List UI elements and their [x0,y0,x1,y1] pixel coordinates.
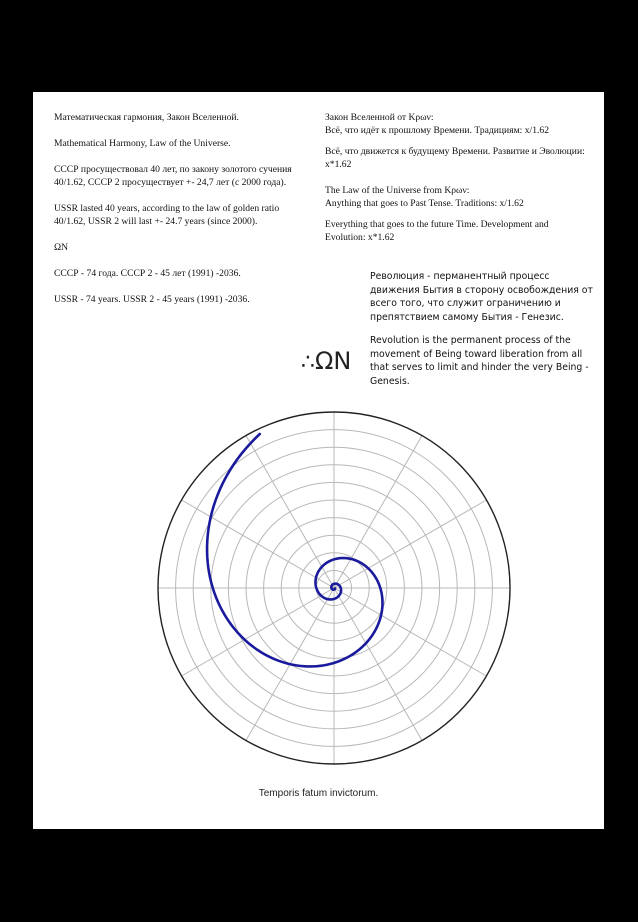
polar-spiral-diagram [156,410,512,766]
right-line-6: Everything that goes to the future Time. Development and Evolution: x*1.62 [325,219,549,243]
revolution-ru: Революция - перманентный процесс движения Бытия в сторону освобождения от всего того, что служит ограничению и препятствием самому Бытия - Генезис. [370,271,593,323]
right-line-4: The Law of the Universe from Κρων: [325,185,470,196]
right-law-en [325,184,587,210]
left-paragraph-1: Математическая гармония, Закон Вселенной. [54,112,239,123]
document-page [33,92,604,829]
omega-logo [301,347,351,375]
omega-n-text: ΩN [315,347,352,375]
left-paragraph-7: USSR - 74 years. USSR 2 - 45 years (1991) -2036. [54,294,250,305]
right-law-ru [325,111,587,137]
left-paragraph-4: USSR lasted 40 years, according to the law of golden ratio 40/1.62, USSR 2 will last +- 24.7 years (since 2000). [54,203,280,227]
left-paragraph-5: ΩN [54,242,69,253]
caption: Temporis fatum invictorum. [258,788,379,799]
right-line-5: Anything that goes to Past Tense. Traditions: x/1.62 [325,198,524,209]
therefore-symbol: ∴ [301,350,315,375]
right-text-column [325,111,587,257]
right-line-1: Закон Вселенной от Κρων: [325,112,434,123]
revolution-en: Revolution is the permanent process of the movement of Being toward liberation from all that serves to limit and hinder the very Being - Genesis. [370,335,589,387]
left-text-column [54,111,294,319]
left-paragraph-6: СССР - 74 года. СССР 2 - 45 лет (1991) -2036. [54,268,241,279]
left-paragraph-3: СССР просуществовал 40 лет, по закону золотого сучения 40/1.62, СССР 2 просуществует +- 24,7 лет (с 2000 года). [54,164,292,188]
right-line-2: Всё, что идёт к прошлому Времени. Традициям: x/1.62 [325,125,549,136]
right-line-3: Всё, что движется к будущему Времени. Развитие и Эволюции: x*1.62 [325,146,585,170]
left-paragraph-2: Mathematical Harmony, Law of the Universe. [54,138,231,149]
revolution-text-block [370,270,600,398]
